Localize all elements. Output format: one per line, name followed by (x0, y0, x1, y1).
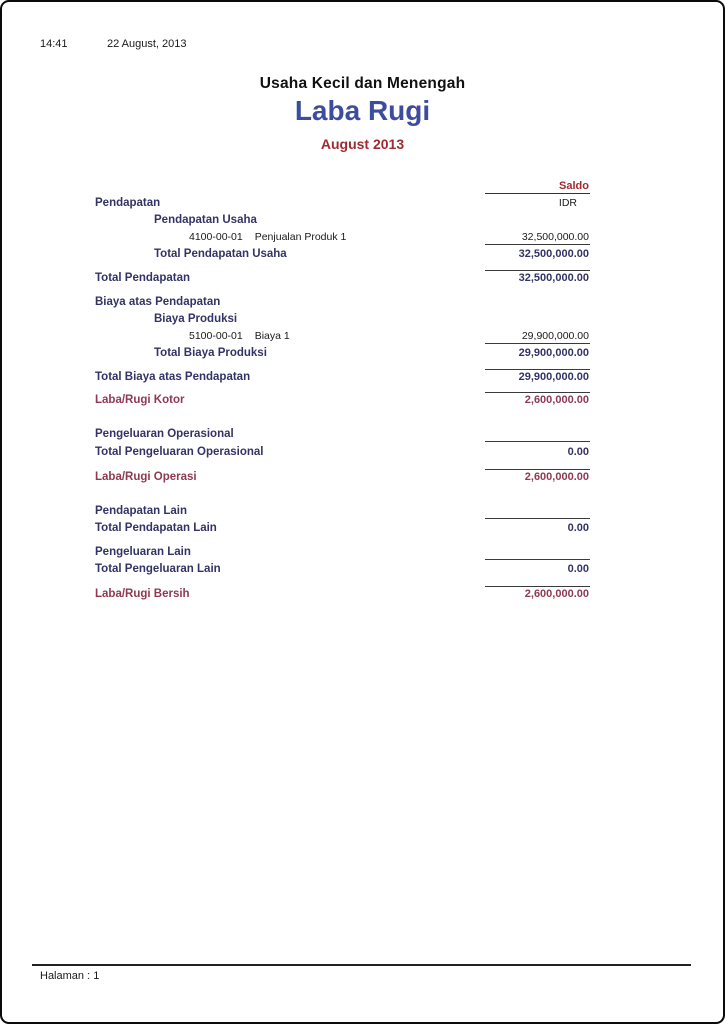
report-body (2, 177, 725, 602)
section-row (2, 194, 725, 211)
total-rule (485, 270, 590, 271)
total-rule (485, 369, 590, 370)
subtotal-label: Total Biaya Produksi (154, 347, 267, 359)
gross-profit-label: Laba/Rugi Kotor (95, 394, 185, 406)
total-row (2, 443, 725, 460)
section-row (2, 543, 725, 560)
footer-rule (32, 964, 691, 966)
section-label: Pendapatan Lain (95, 505, 188, 517)
subtotal-value: 29,900,000.00 (518, 347, 589, 359)
total-rule (485, 586, 590, 587)
section-label: Biaya atas Pendapatan (95, 296, 221, 308)
account-code: 5100-00-01 (189, 330, 243, 342)
account-value: 29,900,000.00 (521, 330, 589, 342)
net-profit-label: Laba/Rugi Bersih (95, 588, 190, 600)
total-rule (485, 469, 590, 470)
subsection-label: Pendapatan Usaha (154, 214, 257, 226)
subtotal-row (2, 245, 725, 262)
total-row (2, 269, 725, 286)
section-label: Pengeluaran Operasional (95, 428, 234, 440)
operating-profit-value: 2,600,000.00 (524, 471, 589, 483)
account-row (2, 327, 725, 344)
account-name: Biaya 1 (254, 330, 290, 342)
report-period: August 2013 (320, 136, 405, 152)
account-name: Penjualan Produk 1 (254, 231, 347, 243)
total-value: 0.00 (567, 446, 589, 458)
total-value: 0.00 (567, 563, 589, 575)
gross-profit-row (2, 391, 725, 408)
print-date: 22 August, 2013 (107, 38, 187, 50)
section-label: Pendapatan (95, 197, 161, 209)
subtotal-value: 32,500,000.00 (518, 248, 589, 260)
total-label: Total Pendapatan Lain (95, 522, 217, 534)
column-header-row (2, 177, 725, 194)
page-number-label: Halaman : 1 (40, 970, 100, 982)
total-row (2, 368, 725, 385)
account-label (189, 330, 290, 342)
company-name: Usaha Kecil dan Menengah (259, 75, 466, 92)
total-value: 29,900,000.00 (518, 371, 589, 383)
total-label: Total Pengeluaran Operasional (95, 446, 264, 458)
gross-profit-value: 2,600,000.00 (524, 394, 589, 406)
subtotal-row (2, 344, 725, 361)
total-row (2, 519, 725, 536)
net-profit-row (2, 585, 725, 602)
saldo-column-header: Saldo (559, 180, 589, 192)
subtotal-label: Total Pendapatan Usaha (154, 248, 287, 260)
print-time: 14:41 (40, 38, 68, 50)
total-rule (485, 392, 590, 393)
total-label: Total Pengeluaran Lain (95, 563, 221, 575)
subsection-row (2, 211, 725, 228)
account-label (189, 231, 346, 243)
currency-label: IDR (558, 197, 577, 209)
account-code: 4100-00-01 (189, 231, 243, 243)
total-label: Total Pendapatan (95, 272, 190, 284)
total-row (2, 560, 725, 577)
section-row (2, 502, 725, 519)
total-value: 0.00 (567, 522, 589, 534)
subsection-row (2, 310, 725, 327)
section-row (2, 425, 725, 442)
section-label: Pengeluaran Lain (95, 546, 191, 558)
total-label: Total Biaya atas Pendapatan (95, 371, 251, 383)
operating-profit-label: Laba/Rugi Operasi (95, 471, 197, 483)
net-profit-value: 2,600,000.00 (524, 588, 589, 600)
operating-profit-row (2, 468, 725, 485)
total-value: 32,500,000.00 (518, 272, 589, 284)
account-row (2, 228, 725, 245)
account-value: 32,500,000.00 (521, 231, 589, 243)
subsection-label: Biaya Produksi (154, 313, 238, 325)
section-row (2, 293, 725, 310)
section-rule (485, 441, 590, 442)
report-title: Laba Rugi (294, 95, 431, 126)
